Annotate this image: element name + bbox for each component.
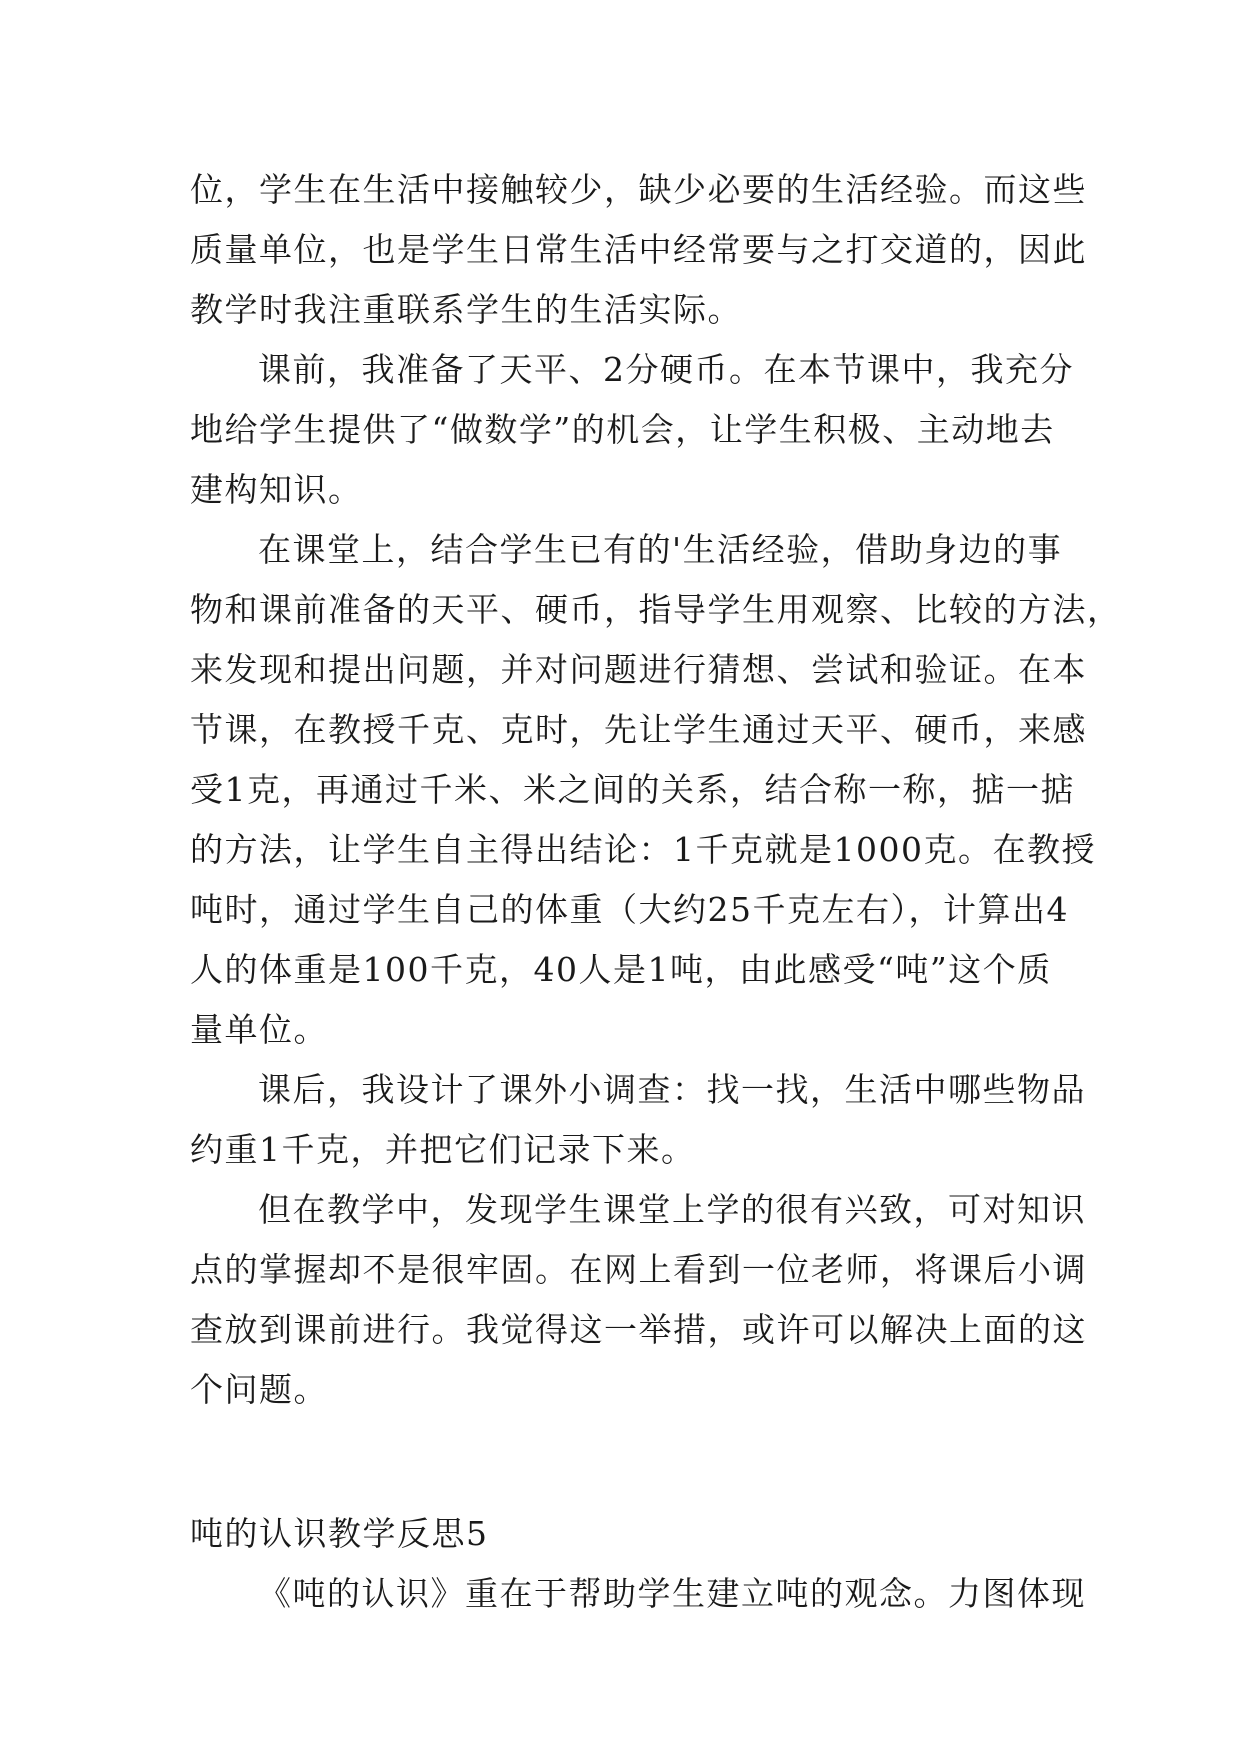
text-line: 在课堂上，结合学生已有的'生活经验，借助身边的事 <box>258 530 1063 569</box>
section-heading: 吨的认识教学反思5 <box>190 1514 489 1553</box>
text-line: 查放到课前进行。我觉得这一举措，或许可以解决上面的这 <box>190 1310 1087 1349</box>
text-line: 受1克，再通过千米、米之间的关系，结合称一称，掂一掂 <box>190 770 1075 809</box>
text-line: 个问题。 <box>190 1370 328 1409</box>
paragraph-1 <box>190 160 1087 340</box>
text-line: 课前，我准备了天平、2分硬币。在本节课中，我充分 <box>258 350 1074 389</box>
text-line: 量单位。 <box>190 1010 328 1049</box>
text-line: 建构知识。 <box>190 470 363 509</box>
paragraph-4 <box>190 1060 1086 1180</box>
text-line: 质量单位，也是学生日常生活中经常要与之打交道的，因此 <box>190 230 1087 269</box>
text-line: 吨时，通过学生自己的体重（大约25千克左右），计算出4 <box>190 890 1069 929</box>
text-line: 《吨的认识》重在于帮助学生建立吨的观念。力图体现 <box>258 1574 1086 1613</box>
text-line: 课后，我设计了课外小调查：找一找，生活中哪些物品 <box>258 1070 1086 1109</box>
document-page <box>190 160 1122 1624</box>
text-line: 人的体重是100千克，40人是1吨，由此感受“吨”这个质 <box>190 950 1052 989</box>
text-line: 但在教学中，发现学生课堂上学的很有兴致，可对知识 <box>258 1190 1086 1229</box>
text-line: 约重1千克，并把它们记录下来。 <box>190 1130 696 1169</box>
text-line: 物和课前准备的天平、硬币，指导学生用观察、比较的方法， <box>190 590 1122 629</box>
text-line: 教学时我注重联系学生的生活实际。 <box>190 290 742 329</box>
paragraph-6 <box>190 1564 1086 1624</box>
paragraph-3 <box>190 520 1122 1060</box>
text-line: 点的掌握却不是很牢固。在网上看到一位老师，将课后小调 <box>190 1250 1087 1289</box>
text-line: 节课，在教授千克、克时，先让学生通过天平、硬币，来感 <box>190 710 1087 749</box>
section-spacer <box>190 1420 1052 1504</box>
text-line: 地给学生提供了“做数学”的机会，让学生积极、主动地去 <box>190 410 1055 449</box>
text-line: 来发现和提出问题，并对问题进行猜想、尝试和验证。在本 <box>190 650 1087 689</box>
paragraph-2 <box>190 340 1074 520</box>
paragraph-5 <box>190 1180 1087 1420</box>
text-line: 的方法，让学生自主得出结论：1千克就是1000克。在教授 <box>190 830 1096 869</box>
text-line: 位，学生在生活中接触较少，缺少必要的生活经验。而这些 <box>190 170 1087 209</box>
